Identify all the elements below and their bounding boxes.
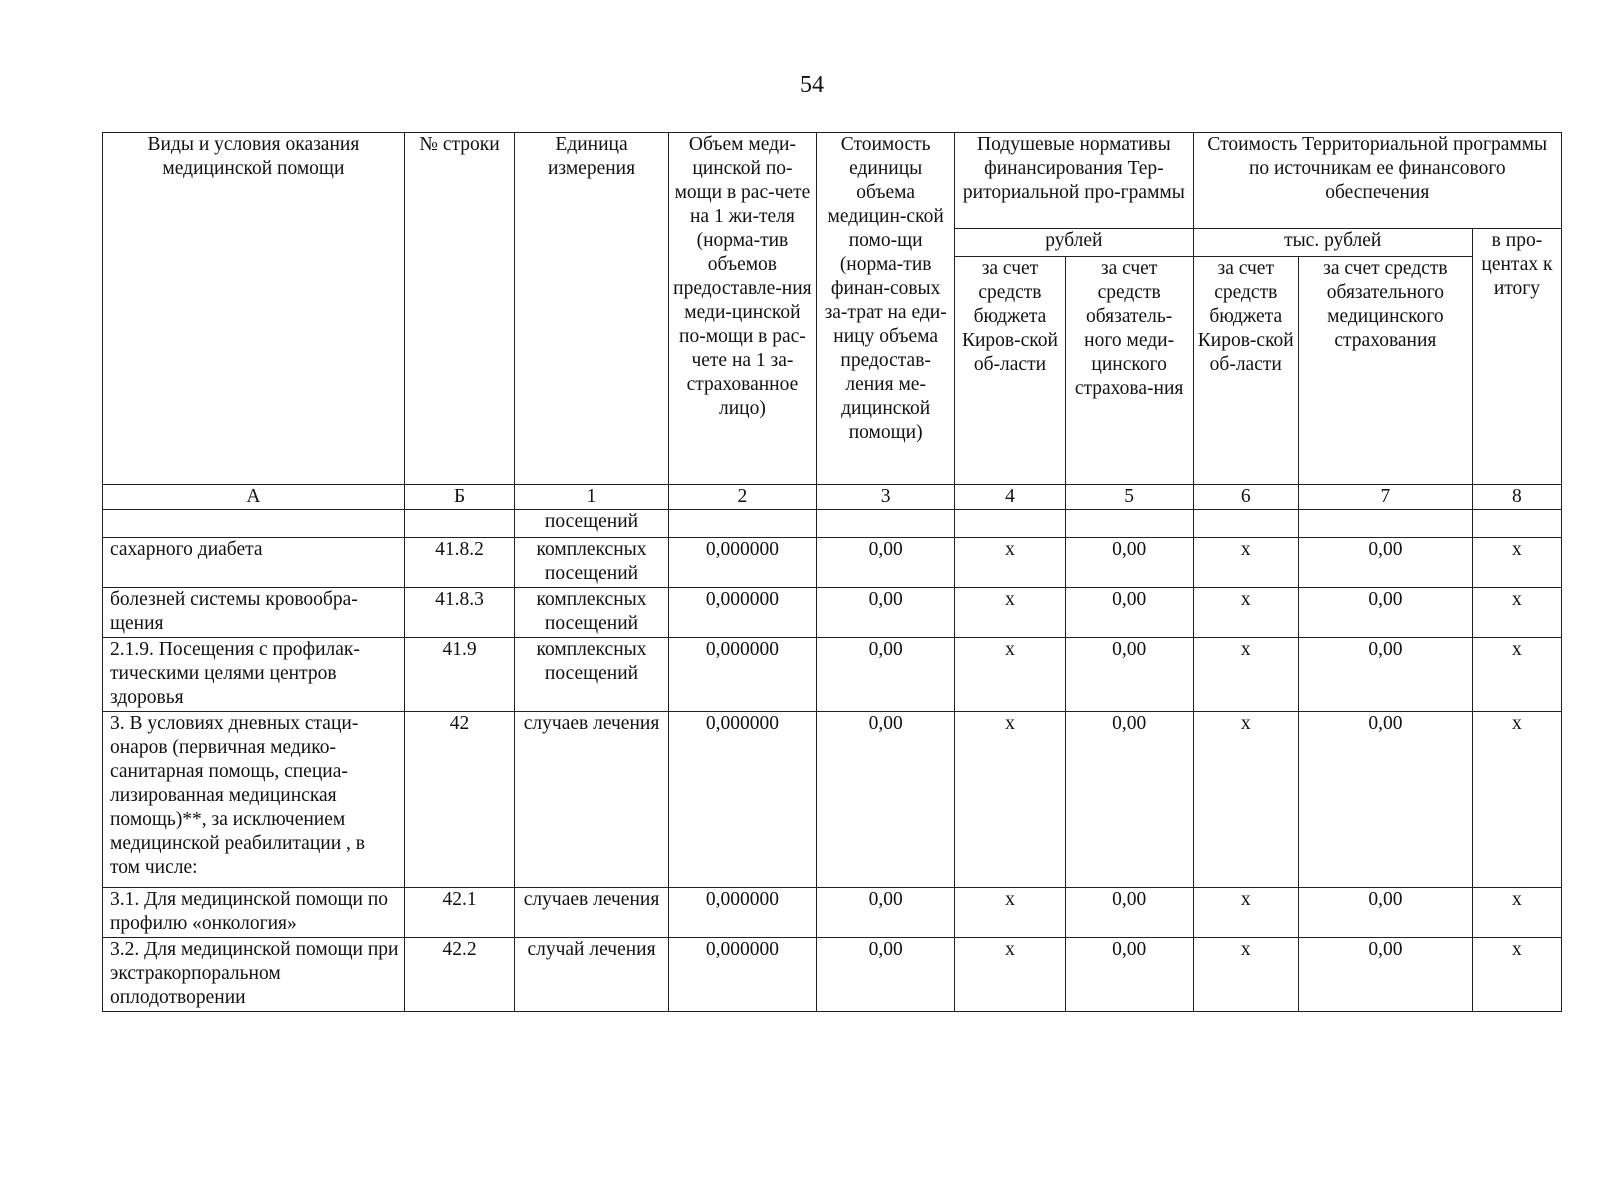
row-col5: 0,00 (1065, 538, 1193, 588)
row-col6 (1193, 510, 1298, 538)
row-col8 (1472, 510, 1561, 538)
header-col-8: в про-центах к итогу (1472, 229, 1561, 485)
row-unit: комплексных посещений (515, 638, 668, 712)
header-rubles: рублей (955, 229, 1193, 257)
row-line: 41.8.3 (404, 588, 514, 638)
header-col-1: Единица измерения (515, 133, 668, 485)
table-row (103, 888, 1562, 938)
row-col7: 0,00 (1298, 712, 1472, 888)
header-col-b: № строки (404, 133, 514, 485)
row-volume: 0,000000 (668, 938, 816, 1012)
row-name: болезней системы кровообра-щения (103, 588, 405, 638)
row-col4: х (955, 638, 1065, 712)
row-name (103, 510, 405, 538)
table-row (103, 538, 1562, 588)
row-line: 41.9 (404, 638, 514, 712)
header-col-2: Объем меди-цинской по-мощи в рас-чете на 1 жи-теля (норма-тив объемов предоставле-ния меди-цинской по-мощи в рас-чете на 1 за-страхованное лицо) (668, 133, 816, 485)
index-cell: 3 (817, 485, 955, 510)
row-volume: 0,000000 (668, 712, 816, 888)
row-cost: 0,00 (817, 538, 955, 588)
row-col5: 0,00 (1065, 712, 1193, 888)
header-thousand-rubles: тыс. рублей (1193, 229, 1472, 257)
row-col8: х (1472, 888, 1561, 938)
row-name: 3.1. Для медицинской помощи по профилю «онкология» (103, 888, 405, 938)
index-cell: 1 (515, 485, 668, 510)
row-col4: х (955, 888, 1065, 938)
row-line: 42.1 (404, 888, 514, 938)
row-col7 (1298, 510, 1472, 538)
index-cell: 7 (1298, 485, 1472, 510)
row-volume: 0,000000 (668, 638, 816, 712)
row-line: 41.8.2 (404, 538, 514, 588)
index-cell: 8 (1472, 485, 1561, 510)
row-col5: 0,00 (1065, 588, 1193, 638)
index-cell: 6 (1193, 485, 1298, 510)
row-col7: 0,00 (1298, 638, 1472, 712)
row-unit: случаев лечения (515, 888, 668, 938)
row-cost (817, 510, 955, 538)
header-group-per-capita: Подушевые нормативы финансирования Тер-риториальной про-граммы (955, 133, 1193, 229)
row-col8: х (1472, 712, 1561, 888)
row-col4 (955, 510, 1065, 538)
table-row (103, 938, 1562, 1012)
row-col7: 0,00 (1298, 888, 1472, 938)
row-name: 3. В условиях дневных стаци-онаров (первичная медико-санитарная помощь, специа-лизированная медицинская помощь)**, за исключением медицинской реабилитации , в том числе: (103, 712, 405, 888)
row-col8: х (1472, 588, 1561, 638)
header-col-5: за счет средств обязатель-ного меди-цинского страхова-ния (1065, 257, 1193, 485)
row-cost: 0,00 (817, 712, 955, 888)
table-row (103, 638, 1562, 712)
row-col6: х (1193, 538, 1298, 588)
row-cost: 0,00 (817, 888, 955, 938)
row-unit: комплексных посещений (515, 588, 668, 638)
index-cell: Б (404, 485, 514, 510)
row-col8: х (1472, 638, 1561, 712)
header-col-6: за счет средств бюджета Киров-ской об-ласти (1193, 257, 1298, 485)
row-line: 42.2 (404, 938, 514, 1012)
row-col5 (1065, 510, 1193, 538)
row-col5: 0,00 (1065, 888, 1193, 938)
header-col-3: Стоимость единицы объема медицин-ской помо-щи (норма-тив финан-совых за-трат на еди-ницу объема предостав-ления ме-дицинской помощи) (817, 133, 955, 485)
row-unit: комплексных посещений (515, 538, 668, 588)
row-col7: 0,00 (1298, 588, 1472, 638)
row-col6: х (1193, 588, 1298, 638)
index-cell: 2 (668, 485, 816, 510)
row-col4: х (955, 588, 1065, 638)
row-cost: 0,00 (817, 588, 955, 638)
row-volume (668, 510, 816, 538)
index-cell: 5 (1065, 485, 1193, 510)
header-col-a: Виды и условия оказания медицинской помощи (103, 133, 405, 485)
row-col6: х (1193, 938, 1298, 1012)
row-col6: х (1193, 712, 1298, 888)
header-group-cost: Стоимость Территориальной программы по источникам ее финансового обеспечения (1193, 133, 1561, 229)
row-col5: 0,00 (1065, 638, 1193, 712)
row-cost: 0,00 (817, 938, 955, 1012)
row-col4: х (955, 712, 1065, 888)
row-line (404, 510, 514, 538)
index-cell: 4 (955, 485, 1065, 510)
row-col5: 0,00 (1065, 938, 1193, 1012)
page-number: 54 (800, 72, 824, 98)
row-col8: х (1472, 538, 1561, 588)
table-row (103, 712, 1562, 888)
table-row (103, 510, 1562, 538)
row-col4: х (955, 538, 1065, 588)
row-name: 3.2. Для медицинской помощи при экстракорпоральном оплодотворении (103, 938, 405, 1012)
row-volume: 0,000000 (668, 588, 816, 638)
index-cell: А (103, 485, 405, 510)
financing-table (102, 132, 1562, 1012)
row-name: сахарного диабета (103, 538, 405, 588)
row-col6: х (1193, 888, 1298, 938)
header-col-4: за счет средств бюджета Киров-ской об-ласти (955, 257, 1065, 485)
index-row (103, 485, 1562, 510)
row-volume: 0,000000 (668, 538, 816, 588)
table-row (103, 588, 1562, 638)
row-cost: 0,00 (817, 638, 955, 712)
header-col-7: за счет средств обязательного медицинского страхования (1298, 257, 1472, 485)
row-unit: посещений (515, 510, 668, 538)
row-volume: 0,000000 (668, 888, 816, 938)
row-col4: х (955, 938, 1065, 1012)
row-col6: х (1193, 638, 1298, 712)
row-col8: х (1472, 938, 1561, 1012)
row-unit: случаев лечения (515, 712, 668, 888)
row-col7: 0,00 (1298, 538, 1472, 588)
row-name: 2.1.9. Посещения с профилак-тическими целями центров здоровья (103, 638, 405, 712)
row-line: 42 (404, 712, 514, 888)
row-col7: 0,00 (1298, 938, 1472, 1012)
row-unit: случай лечения (515, 938, 668, 1012)
